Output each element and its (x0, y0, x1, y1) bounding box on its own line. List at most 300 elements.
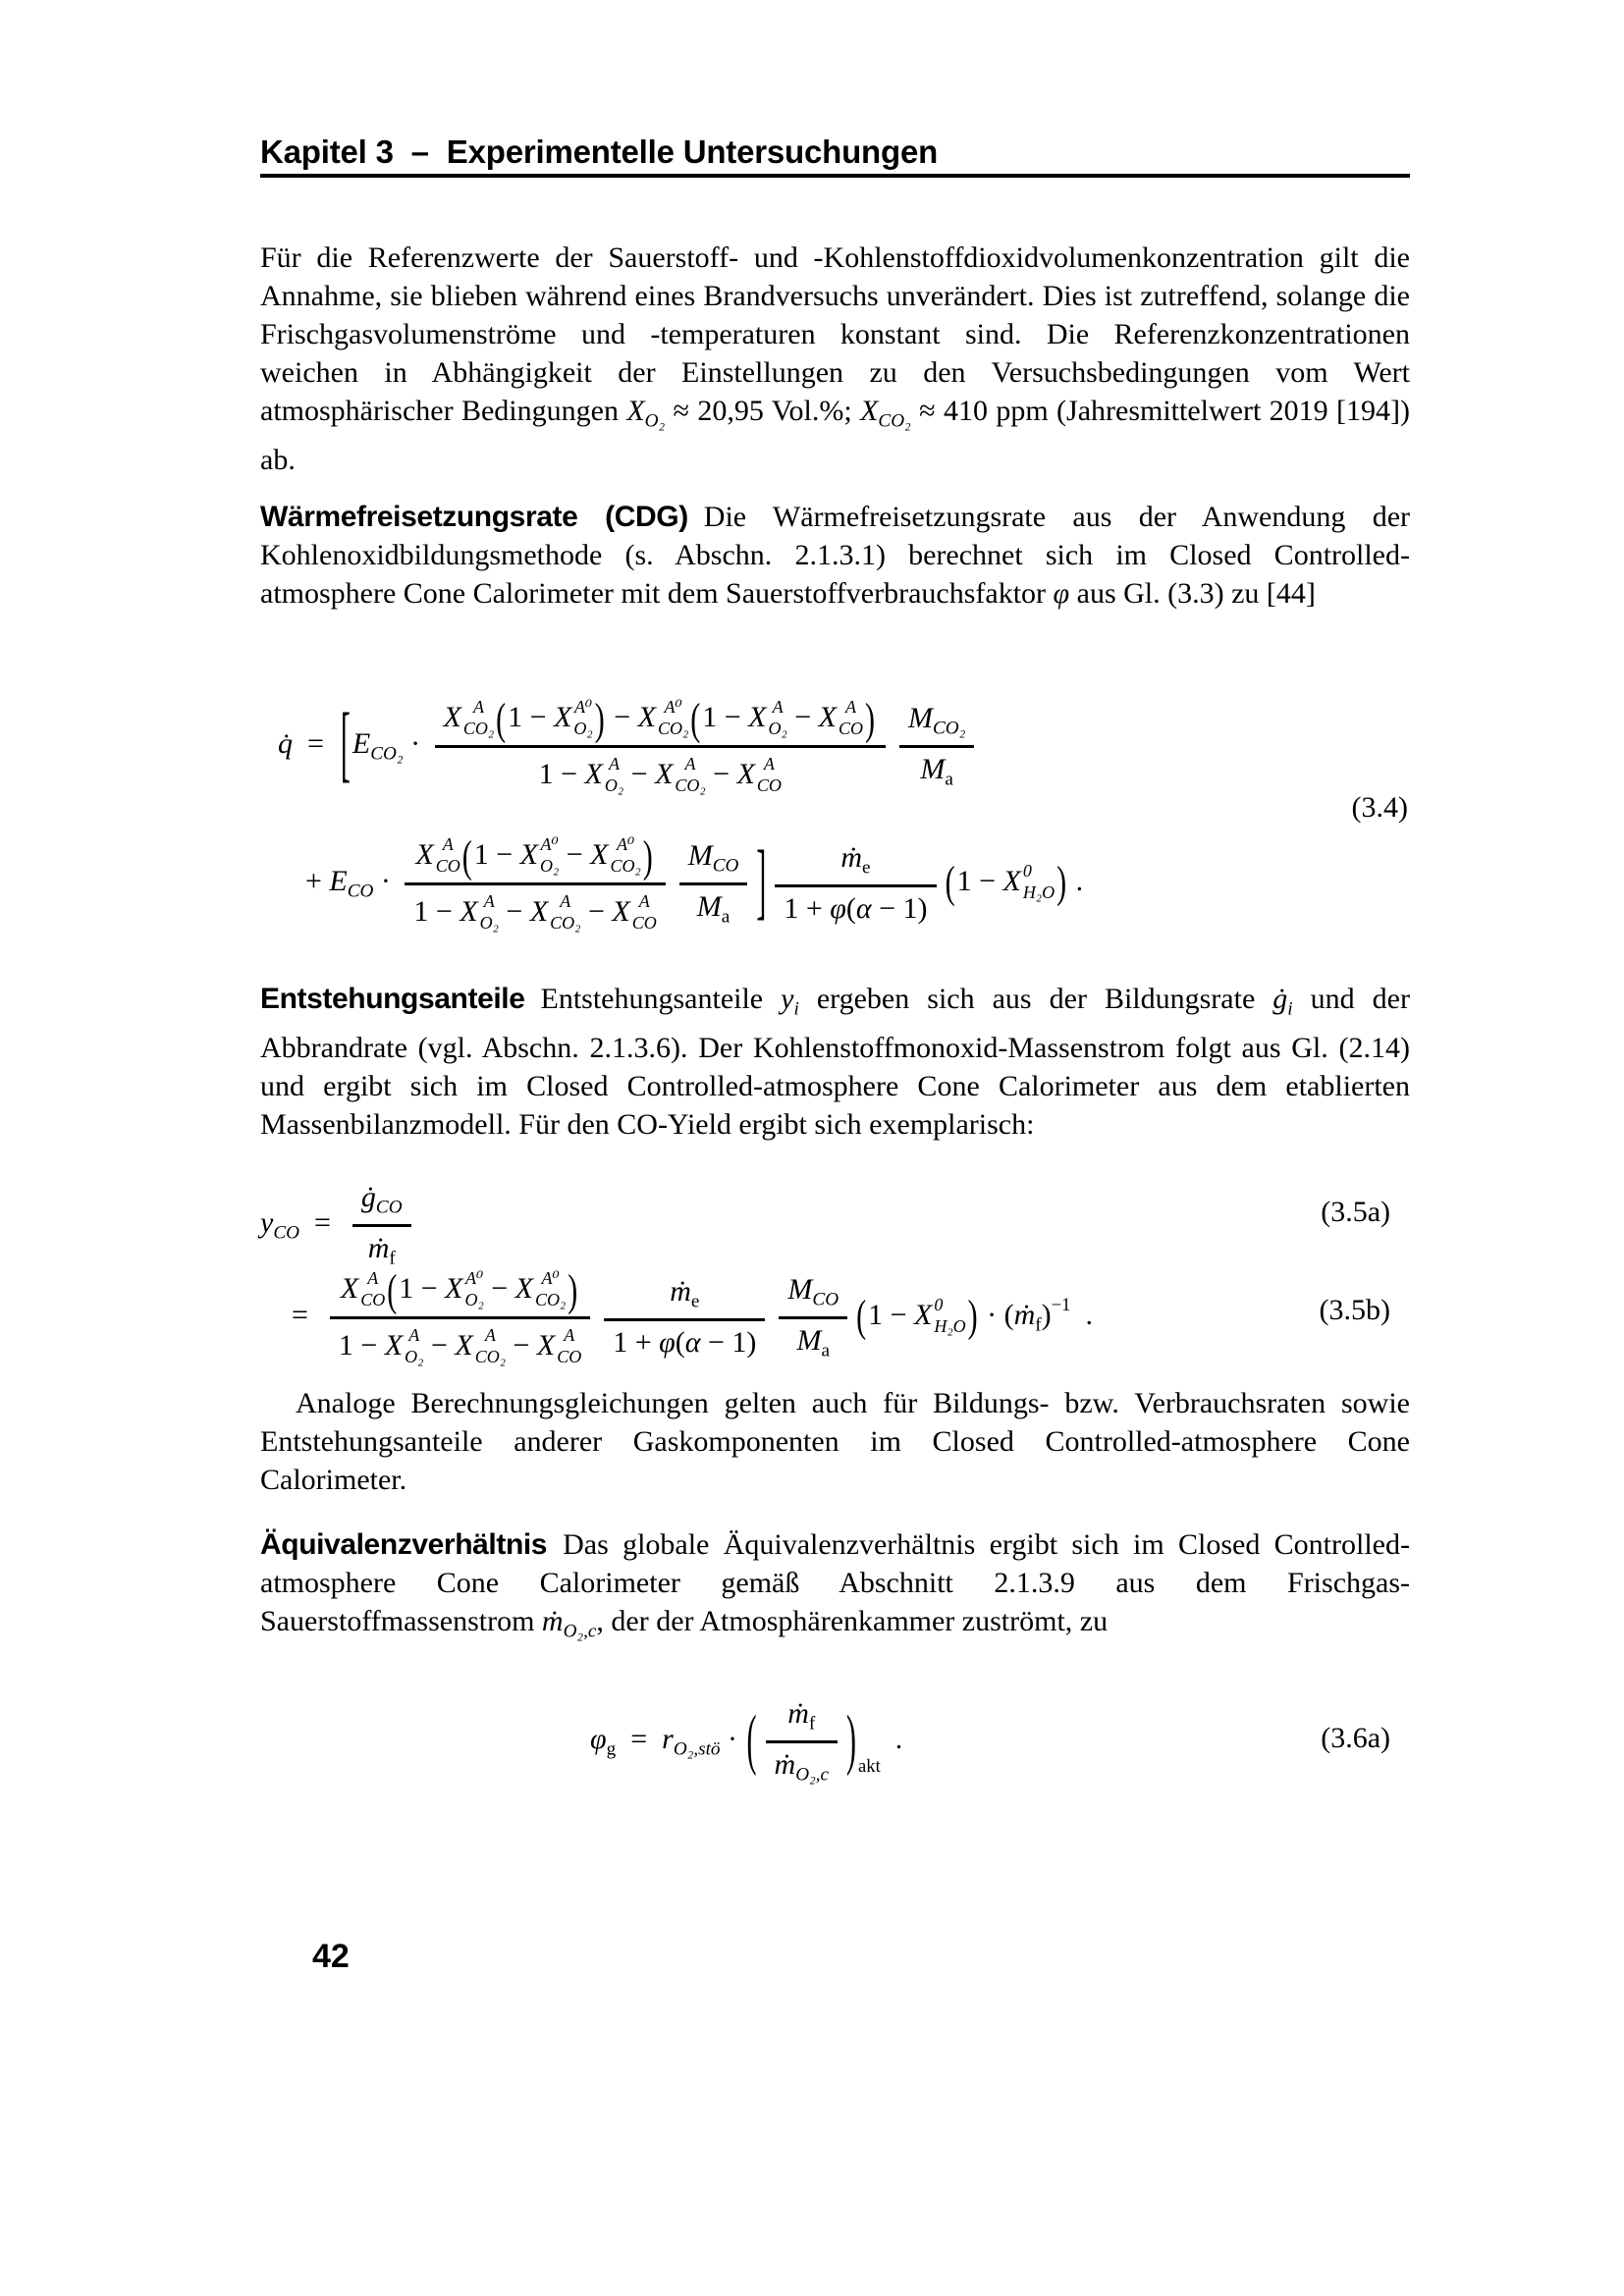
math-base: X (818, 701, 837, 734)
math-subscript: CO₂ (370, 743, 404, 765)
math-var-subscript (840, 841, 871, 880)
math-scripts (757, 755, 782, 795)
math-subscript: O₂ (539, 855, 560, 876)
math-var-supsub (590, 835, 641, 876)
math-var-supsub (585, 755, 624, 795)
math-var-supsub (455, 1326, 506, 1366)
equation-3-6a-label: (3.6a) (1321, 1722, 1390, 1754)
math-text: − 1) (871, 892, 928, 926)
math-subscript: CO (375, 1197, 403, 1218)
math-bracket: ) (1056, 858, 1067, 908)
math-base: X (445, 1272, 463, 1306)
math-text: 1 − (338, 1329, 385, 1362)
math-subscript: H₂O (934, 1315, 966, 1336)
math-superscript: −1 (1051, 1295, 1071, 1316)
math-subscript: CO₂ (474, 1346, 506, 1366)
math-text: 1 − (956, 865, 1003, 898)
text-run: , der der Atmosphärenkammer zuströmt, zu (596, 1605, 1109, 1637)
math-subscript: CO (360, 1289, 386, 1309)
math-numerator (604, 1274, 765, 1321)
math-var-subscript (260, 1206, 299, 1245)
math-bracket: ) (642, 832, 653, 881)
math-scripts (658, 698, 688, 738)
math-bracket: ( (945, 858, 955, 908)
math-numerator (352, 1180, 411, 1227)
math-var-subscript (1013, 1299, 1042, 1336)
math-var-supsub (612, 892, 656, 933)
math-bracket: ) (568, 1266, 578, 1315)
text-run: aus Gl. (3.3) zu [44] (1069, 577, 1316, 610)
math-subscript: CO (812, 1289, 839, 1310)
math-bracket: ( (461, 832, 472, 881)
math-base: X (519, 838, 538, 872)
math-text: = (293, 727, 339, 761)
math-var-subscript (920, 752, 953, 790)
math-numerator (779, 1272, 847, 1319)
math-subscript: CO₂ (675, 774, 706, 795)
math-numerator (899, 701, 974, 748)
math-text: − (606, 701, 638, 734)
math-text: − (423, 1329, 456, 1362)
math-var-subscript (774, 1747, 830, 1786)
math-superscript: A⁰ (464, 1268, 484, 1288)
math-superscript: A (763, 753, 775, 774)
math-base: M (796, 1323, 822, 1357)
math-superscript: 0 (1022, 860, 1032, 881)
math-subscript: i (1287, 998, 1293, 1020)
math-text: − (623, 758, 656, 791)
math-fraction (405, 832, 665, 935)
text-run: ≈ 410 ppm (Jahresmittelwert 2019 [194]) ab. (260, 395, 1411, 476)
math-var-supsub (914, 1296, 966, 1336)
math-subscript: O₂ (604, 774, 624, 795)
math-scripts (768, 698, 786, 738)
math-bracket: [ (340, 697, 351, 792)
math-base: r (662, 1723, 674, 1756)
math-subscript: a (821, 1340, 831, 1362)
math-subscript: O₂ (768, 718, 787, 738)
math-var-supsub (341, 1269, 385, 1309)
math-denominator (435, 748, 886, 798)
math-fraction (435, 695, 886, 798)
math-numerator (405, 832, 665, 885)
math-numerator (679, 838, 748, 885)
math-text: · (373, 865, 399, 898)
math-var-supsub (638, 698, 689, 738)
math-text: 1 − (702, 701, 749, 734)
math-text: − (786, 701, 819, 734)
equation-3-6a (260, 1688, 1410, 1794)
math-var-supsub (748, 698, 787, 738)
math-bracket: ) (846, 1703, 857, 1779)
math-subscript: CO₂ (462, 718, 495, 738)
math-bracket: ( (690, 695, 701, 744)
math-base: X (748, 701, 767, 734)
inline-math (781, 983, 799, 1020)
math-subscript: CO₂ (657, 718, 689, 738)
math-fraction (766, 1696, 839, 1788)
equation-3-5a (260, 1172, 1410, 1269)
math-text: = (292, 1299, 323, 1332)
math-row (784, 892, 927, 925)
math-scripts (610, 835, 640, 876)
math-scripts (632, 892, 657, 933)
math-variable: α (684, 1326, 701, 1360)
math-base: φ (590, 1723, 607, 1756)
math-var-subscript (367, 1231, 396, 1269)
math-superscript: A (844, 697, 856, 717)
math-superscript: A⁰ (616, 834, 635, 854)
math-row (613, 1326, 756, 1359)
paragraph-equivalence-ratio (260, 1525, 1410, 1651)
math-fraction (352, 1180, 411, 1271)
math-row (415, 832, 654, 881)
math-base: y (781, 983, 794, 1015)
math-var-subscript (796, 1323, 831, 1362)
math-bracket: ( (746, 1703, 757, 1779)
text-run: Für die Referenzwerte der Sauerstoff- und -Kohlenstoffdioxidvolumenkonzentration gilt die Annahme, sie blieben während eines Brandversuchs unverändert. Dies ist zutreffend, solange die Frischgasvolumenströme und -temperaturen konstant sind. Die Referenzkonzentrationen weichen in Abhängigkeit der Einstellungen zu den Versuchsbedingungen vom Wert atmosphärischer Bedingungen (260, 241, 1410, 427)
math-superscript: A (367, 1268, 379, 1288)
math-base: ṁ (774, 1747, 796, 1781)
math-numerator (435, 695, 886, 748)
math-subscript: i (793, 998, 799, 1020)
math-subscript: g (606, 1739, 617, 1761)
math-fraction (899, 701, 974, 792)
math-denominator (766, 1743, 839, 1788)
math-var-supsub (444, 698, 495, 738)
math-var-subscript (352, 727, 404, 765)
equation-3-4-label: (3.4) (1351, 791, 1408, 824)
math-scripts (464, 1269, 483, 1309)
math-var-supsub (537, 1326, 581, 1366)
math-var-supsub (445, 1269, 484, 1309)
math-scripts (934, 1296, 965, 1336)
math-base: ṁ (787, 1697, 809, 1730)
math-superscript: A (609, 753, 620, 774)
math-fraction (679, 838, 748, 930)
math-scripts (360, 1269, 385, 1309)
math-base: X (415, 838, 434, 872)
math-fraction (330, 1266, 590, 1369)
math-var-subscript (626, 395, 666, 432)
math-var-supsub (515, 1269, 567, 1309)
math-text: 1 + (784, 892, 831, 926)
math-text: 1 − (538, 758, 585, 791)
math-text: − (559, 838, 591, 872)
math-base: X (914, 1299, 933, 1332)
math-base: M (787, 1272, 813, 1306)
math-text: ( (845, 892, 856, 926)
math-subscript: e (862, 858, 871, 880)
math-denominator (899, 748, 974, 792)
math-text: − (505, 1329, 537, 1362)
math-scripts (573, 698, 592, 738)
math-bracket: ( (387, 1266, 398, 1315)
math-base: ṁ (670, 1275, 691, 1308)
math-superscript: A⁰ (541, 1268, 560, 1288)
math-var-subscript (590, 1723, 617, 1761)
math-text: · (720, 1723, 745, 1756)
math-subscript: CO (838, 718, 863, 738)
equation-3-4-line-2 (305, 832, 1083, 935)
math-variable: φ (659, 1326, 676, 1360)
math-base: M (907, 701, 933, 734)
text-run: Entstehungsanteile (540, 983, 782, 1015)
math-text: · ( (979, 1299, 1014, 1332)
math-var-supsub (385, 1326, 424, 1366)
math-base: X (529, 895, 549, 929)
equation-3-4 (260, 685, 1410, 942)
math-subscript: CO (756, 774, 782, 795)
math-var-subscript (329, 865, 374, 902)
math-bracket: ) (967, 1292, 978, 1342)
math-subscript: CO₂ (878, 410, 911, 432)
math-text: ( (675, 1326, 685, 1360)
math-text: 1 − (413, 895, 460, 929)
math-text: = (298, 1206, 346, 1240)
math-var-supsub (460, 892, 499, 933)
math-fraction (604, 1274, 765, 1361)
math-text: − (705, 758, 737, 791)
math-row (292, 1266, 1093, 1366)
math-superscript: A (442, 834, 454, 854)
math-variable: α (855, 892, 872, 926)
math-scripts (475, 1326, 506, 1366)
math-subscript: CO₂ (610, 855, 641, 876)
math-text: − 1) (700, 1326, 757, 1360)
math-superscript: A (772, 697, 784, 717)
math-subscript: O₂,stö (673, 1739, 721, 1761)
equation-3-6a-line (590, 1696, 902, 1788)
math-numerator (330, 1266, 590, 1319)
math-scripts (405, 1326, 423, 1366)
math-base: X (637, 701, 656, 734)
math-scripts (535, 1269, 566, 1309)
math-subscript: CO (712, 855, 739, 877)
math-subscript: O₂ (479, 912, 499, 933)
paragraph-analogous-equations (260, 1384, 1410, 1499)
math-base: X (340, 1272, 359, 1306)
text-run: Das globale Äquivalenzverhältnis ergibt sich im Closed Controlled-atmosphere Cone Calorimeter gemäß Abschnitt 2.1.3.9 aus dem Frischgas-Sauerstoffmassenstrom (260, 1528, 1410, 1637)
math-variable: q̇ (278, 727, 293, 761)
math-subscript: O₂,c (795, 1764, 830, 1786)
math-base: M (920, 752, 946, 785)
math-subscript: CO (435, 855, 460, 876)
math-row (443, 695, 877, 744)
math-base: X (554, 701, 572, 734)
inline-heading: Äquivalenzverhältnis (260, 1528, 548, 1561)
equation-3-5b-label: (3.5b) (1319, 1294, 1390, 1326)
math-subscript: CO₂ (550, 912, 581, 933)
paragraph-heat-release-rate (260, 498, 1410, 613)
math-denominator (775, 887, 936, 927)
text-run: ≈ 20,95 Vol.%; (665, 395, 861, 427)
math-var-supsub (655, 755, 706, 795)
inline-math (541, 1605, 597, 1642)
math-bracket: ( (496, 695, 507, 744)
math-denominator (330, 1319, 590, 1369)
math-base: ġ (360, 1181, 376, 1213)
math-subscript: e (690, 1292, 700, 1313)
math-subscript: CO (347, 881, 374, 902)
math-var-supsub (554, 698, 593, 738)
math-fraction (779, 1272, 847, 1363)
math-base: y (260, 1206, 274, 1240)
math-superscript: A (473, 697, 485, 717)
math-subscript: CO₂ (534, 1289, 567, 1309)
math-var-supsub (530, 892, 581, 933)
math-base: X (455, 1329, 473, 1362)
math-text: + (305, 865, 330, 898)
equation-3-4-line-1 (278, 695, 981, 798)
math-base: ṁ (541, 1605, 564, 1637)
math-subscript: f (1035, 1314, 1042, 1336)
math-row (305, 832, 1084, 933)
math-superscript: A (560, 890, 571, 911)
math-base: X (536, 1329, 556, 1362)
math-base: X (460, 895, 478, 929)
math-var-supsub (737, 755, 782, 795)
math-var-supsub (415, 835, 460, 876)
math-subscript: CO (557, 1346, 582, 1366)
math-base: ṁ (1013, 1299, 1036, 1332)
math-text: . (1070, 1299, 1093, 1332)
math-base: X (384, 1329, 404, 1362)
math-var-supsub (1002, 862, 1055, 902)
math-text: . (1068, 865, 1084, 898)
math-subscript: f (389, 1248, 396, 1269)
math-superscript: A (484, 1324, 496, 1345)
math-base: X (1002, 865, 1021, 898)
math-superscript: A⁰ (664, 697, 682, 717)
math-superscript: A (483, 890, 495, 911)
math-var-subscript (687, 838, 739, 877)
text-run: ergeben sich aus der Bildungsrate (798, 983, 1273, 1015)
page-number: 42 (312, 1938, 350, 1975)
math-base: X (860, 395, 879, 427)
inline-math (1054, 577, 1070, 610)
math-var-subscript (360, 1181, 403, 1218)
math-base: X (626, 395, 645, 427)
math-subscript: O₂ (573, 718, 593, 738)
inline-heading: Entstehungsanteile (260, 983, 525, 1015)
math-base: E (329, 865, 348, 898)
math-text: . (880, 1723, 903, 1756)
math-superscript: A⁰ (573, 697, 593, 717)
math-superscript: A (684, 753, 696, 774)
math-denominator (679, 885, 748, 930)
math-base: X (590, 838, 609, 872)
inline-heading: Wärmefreisetzungsrate (CDG) (260, 501, 688, 533)
math-text: 1 + (613, 1326, 660, 1360)
math-scripts (463, 698, 494, 738)
inline-math (860, 395, 911, 432)
equation-3-5b (260, 1262, 1410, 1366)
math-subscript: O₂ (644, 410, 666, 432)
math-row (538, 753, 782, 795)
math-var-supsub (819, 698, 863, 738)
math-lowered-subscript: akt (858, 1756, 881, 1778)
math-var-supsub (520, 835, 560, 876)
math-subscript: CO (631, 912, 657, 933)
inline-math (1272, 983, 1293, 1020)
math-text: 1 − (399, 1272, 446, 1306)
inline-math (626, 395, 666, 432)
math-subscript: O₂,c (563, 1621, 597, 1642)
math-var-subscript (787, 1272, 839, 1310)
text-run: und der Abbrandrate (vgl. Abschn. 2.1.3.6). Der Kohlenstoffmonoxid-Massenstrom folgt aus Gl. (2.14) und ergibt sich im Closed Controlled-atmosphere Cone Calorimeter aus dem etablierten Massenbilanzmodell. Für den CO-Yield ergibt sich exemplarisch: (260, 983, 1410, 1141)
math-base: M (696, 889, 722, 923)
math-scripts (436, 835, 460, 876)
math-row (278, 695, 981, 795)
math-denominator (405, 885, 665, 935)
math-scripts (540, 835, 559, 876)
math-var-subscript (860, 395, 911, 432)
math-subscript: a (945, 769, 953, 790)
equation-3-5a-label: (3.5a) (1321, 1196, 1390, 1228)
math-base: X (443, 701, 461, 734)
chapter-header: Kapitel 3 – Experimentelle Untersuchungen (260, 133, 939, 170)
math-var-subscript (1272, 983, 1293, 1020)
math-subscript: O₂ (405, 1346, 424, 1366)
math-superscript: A (408, 1324, 420, 1345)
math-numerator (775, 840, 936, 887)
math-text: 1 − (508, 701, 555, 734)
math-subscript: CO (273, 1223, 299, 1245)
math-scripts (675, 755, 705, 795)
math-var-subscript (541, 1605, 597, 1642)
math-base: X (514, 1272, 533, 1306)
math-row (338, 1324, 582, 1366)
math-subscript: f (808, 1713, 816, 1735)
math-scripts (480, 892, 499, 933)
math-row (260, 1181, 418, 1269)
math-row (590, 1697, 903, 1786)
math-row (413, 890, 657, 933)
equation-3-5b-line (292, 1266, 1093, 1369)
math-bracket: ( (856, 1292, 867, 1342)
text-run: Die Wärmefreisetzungsrate aus der Anwendung der Kohlenoxidbildungsmethode (s. Abschn. 2.1.3.1) berechnet sich im Closed Controlled-atmosphere Cone Calorimeter mit dem Sauerstoffverbrauchsfaktor (260, 501, 1411, 610)
math-base: E (352, 727, 371, 761)
math-base: ġ (1272, 983, 1288, 1015)
math-base: X (736, 758, 755, 791)
math-superscript: A (564, 1324, 575, 1345)
math-scripts (839, 698, 863, 738)
math-base: ṁ (840, 841, 863, 875)
math-text: = (616, 1723, 663, 1756)
math-denominator (604, 1321, 765, 1361)
math-text: · (403, 727, 428, 761)
math-base: M (687, 838, 713, 872)
math-superscript: A (638, 890, 650, 911)
math-text: − (483, 1272, 515, 1306)
math-fraction (775, 840, 936, 927)
math-base: X (612, 895, 630, 929)
math-bracket: ) (864, 695, 875, 744)
math-text: − (498, 895, 530, 929)
math-base: X (655, 758, 674, 791)
math-variable: φ (1053, 577, 1070, 610)
math-base: ṁ (367, 1231, 390, 1264)
math-bracket: ) (594, 695, 605, 744)
math-denominator (779, 1319, 847, 1363)
math-text: 1 − (473, 838, 520, 872)
math-numerator (766, 1696, 839, 1743)
math-text: − (580, 895, 613, 929)
paragraph-formation-fractions (260, 980, 1410, 1144)
math-subscript: H₂O (1022, 881, 1056, 902)
header-rule (260, 174, 1410, 178)
